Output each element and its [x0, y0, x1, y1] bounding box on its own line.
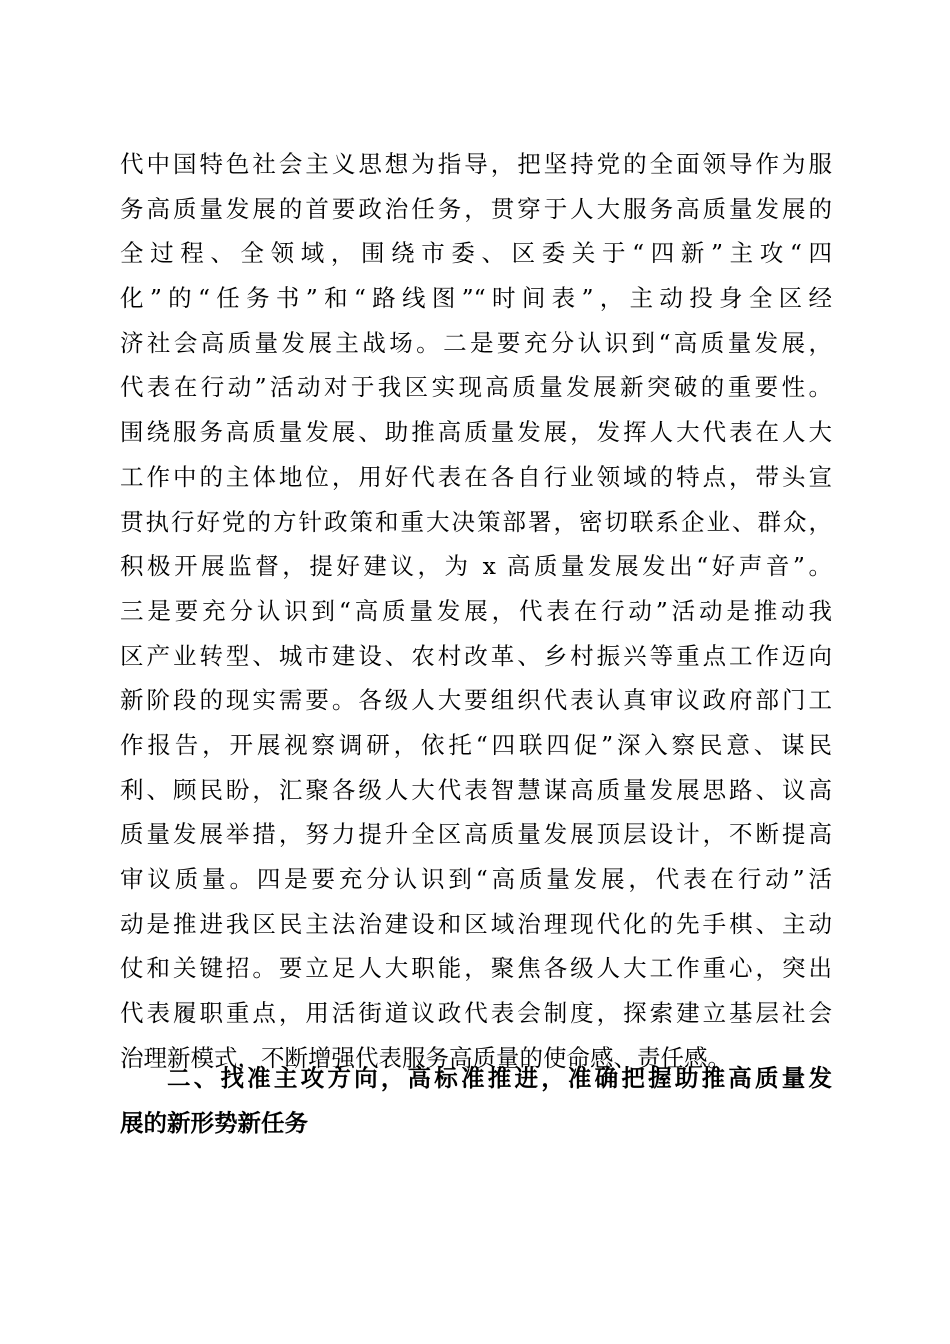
- body-line: 三是要充分认识到“高质量发展，代表在行动”活动是推动我: [120, 596, 832, 625]
- body-line: 新阶段的现实需要。各级人大要组织代表认真审议政府部门工: [120, 686, 832, 715]
- body-line: 区产业转型、城市建设、农村改革、乡村振兴等重点工作迈向: [120, 641, 832, 670]
- section-heading: [120, 1056, 832, 1145]
- body-line: 仗和关键招。要立足人大职能，聚焦各级人大工作重心，突出: [120, 954, 832, 983]
- body-line: 质量发展举措，努力提升全区高质量发展顶层设计，不断提高: [120, 820, 832, 849]
- body-line: 利、顾民盼，汇聚各级人大代表智慧谋高质量发展思路、议高: [120, 775, 832, 804]
- heading-line: 展的新形势新任务: [120, 1108, 308, 1137]
- body-paragraph: [120, 142, 832, 1080]
- body-line: 动是推进我区民主法治建设和区域治理现代化的先手棋、主动: [120, 909, 832, 938]
- body-line: 务高质量发展的首要政治任务，贯穿于人大服务高质量发展的: [120, 194, 832, 223]
- body-line: 代中国特色社会主义思想为指导，把坚持党的全面领导作为服: [120, 150, 832, 178]
- body-line: 围绕服务高质量发展、助推高质量发展，发挥人大代表在人大: [120, 418, 832, 447]
- body-line: 济社会高质量发展主战场。二是要充分认识到“高质量发展，: [120, 328, 832, 357]
- body-line: 全过程、全领域，围绕市委、区委关于“四新”主攻“四: [120, 239, 832, 268]
- body-line: 贯执行好党的方针政策和重大决策部署，密切联系企业、群众，: [120, 507, 832, 536]
- body-line: 积极开展监督，提好建议，为 x 高质量发展发出“好声音”。: [120, 552, 832, 581]
- body-line: 作报告，开展视察调研，依托“四联四促”深入察民意、谋民: [120, 730, 832, 759]
- body-line: 治理新模式，不断增强代表服务高质量的使命感、责任感。: [120, 1043, 731, 1072]
- body-line: 审议质量。四是要充分认识到“高质量发展，代表在行动”活: [120, 865, 832, 893]
- heading-line: 二、找准主攻方向，高标准推进，准确把握助推高质量发: [167, 1064, 832, 1092]
- body-line: 代表在行动”活动对于我区实现高质量发展新突破的重要性。: [120, 373, 832, 402]
- body-line: 代表履职重点，用活街道议政代表会制度，探索建立基层社会: [120, 999, 832, 1028]
- body-line: 化”的“任务书”和“路线图”“时间表”，主动投身全区经: [120, 284, 832, 313]
- body-line: 工作中的主体地位，用好代表在各自行业领域的特点，带头宣: [120, 462, 832, 491]
